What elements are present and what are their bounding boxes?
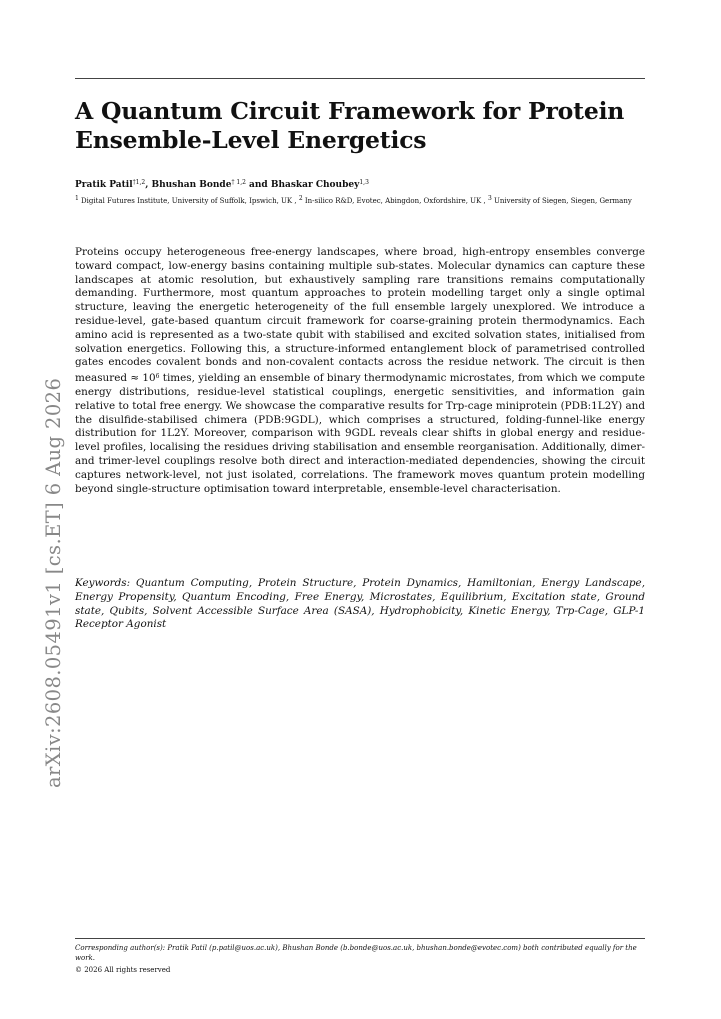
keywords: Keywords: Quantum Computing, Protein Structure, Protein Dynamics, Hamiltonian, Energy Landscape, Energy Propensity, Quantum Encoding, Free Energy, Microstates, Equilibrium, Excitation state, Ground state, Qubits, Solvent Accessible Surface Area (SASA), Hydrophobicity, Kinetic Energy, Trp-Cage, GLP-1 Receptor Agonist	[75, 577, 645, 631]
affiliation-number: 1	[75, 195, 79, 202]
author-separator: ,	[145, 180, 152, 190]
author-affiliation-mark: 1,3	[359, 179, 369, 186]
abstract-text-part: times, yielding an ensemble of binary thermodynamic microstates, from which we compute energy distributions, residue-level statistical couplings, energetic sensitivities, and information gain relative to total free energy. We showcase the comparative results for Trp-cage miniprotein (PDB:1L2Y) and the disulfide-stabilised chimera (PDB:9GDL), which comprises a structured, folding-funnel-like energy distribution for 1L2Y. Moreover, comparison with 9GDL reveals clear shifts in global energy and residue-level profiles, localising the residues driving stabilisation and ensemble reorganisation. Additionally, dimer- and trimer-level couplings resolve both direct and interaction-mediated dependencies, showing the circuit captures network-level, not just isolated, correlations. The framework moves quantum protein modelling beyond single-structure optimisation toward interpretable, ensemble-level characterisation.	[75, 372, 645, 495]
corresponding-author-note: Corresponding author(s): Pratik Patil (p.patil@uos.ac.uk), Bhushan Bonde (b.bonde@uos.ac.uk, bhushan.bonde@evotec.com) both contributed equally for the work.	[75, 944, 637, 962]
abstract	[75, 246, 645, 496]
footer-rule	[75, 938, 645, 939]
author-affiliation-mark: †1,2	[132, 179, 146, 186]
author-name: Pratik Patil	[75, 180, 133, 190]
author-name: Bhushan Bonde	[151, 180, 232, 190]
paper-title	[75, 97, 645, 155]
affiliations	[75, 193, 645, 207]
affiliation-number: 3	[487, 195, 492, 202]
top-rule	[75, 78, 645, 79]
abstract-text-part: Proteins occupy heterogeneous free-energy landscapes, where broad, high-entropy ensembles converge toward compact, low-energy basins containing multiple sub-states. Molecular dynamics can capture these landscapes at atomic resolution, but exhaustively sampling rare transitions remains computationally demanding. Furthermore, most quantum approaches to protein modelling target only a single optimal structure, leaving the energetic heterogeneity of the full ensemble largely unexplored. We introduce a residue-level, gate-based quantum circuit framework for coarse-graining protein thermodynamics. Each amino acid is represented as a two-state qubit with stabilised and excited solvation states, initialised from solvation energetics. Following this, a structure-informed entanglement block of parametrised controlled gates encodes covalent bonds and non-covalent contacts across the residue network. The circuit is then measured ≈ 10	[75, 246, 645, 385]
affiliation-text: University of Siegen, Siegen, Germany	[491, 197, 632, 205]
author-affiliation-mark: † 1,2	[231, 179, 246, 186]
author-separator: and	[245, 180, 271, 190]
affiliation-text: Digital Futures Institute, University of Suffolk, Ipswich, UK ,	[78, 197, 299, 205]
title-line-1: A Quantum Circuit Framework for Protein	[75, 97, 625, 125]
abstract-exponent: 6	[155, 373, 160, 381]
affiliation-text: In-silico R&D, Evotec, Abingdon, Oxfordshire, UK ,	[302, 197, 488, 205]
arxiv-identifier-stamp: arXiv:2608.05491v1 [cs.ET] 6 Aug 2026	[42, 377, 65, 788]
title-line-2: Ensemble-Level Energetics	[75, 126, 427, 154]
author-name: Bhaskar Choubey	[270, 180, 360, 190]
copyright-notice: © 2026 All rights reserved	[75, 966, 171, 974]
author-list	[75, 177, 645, 191]
affiliation-number: 2	[298, 195, 303, 202]
